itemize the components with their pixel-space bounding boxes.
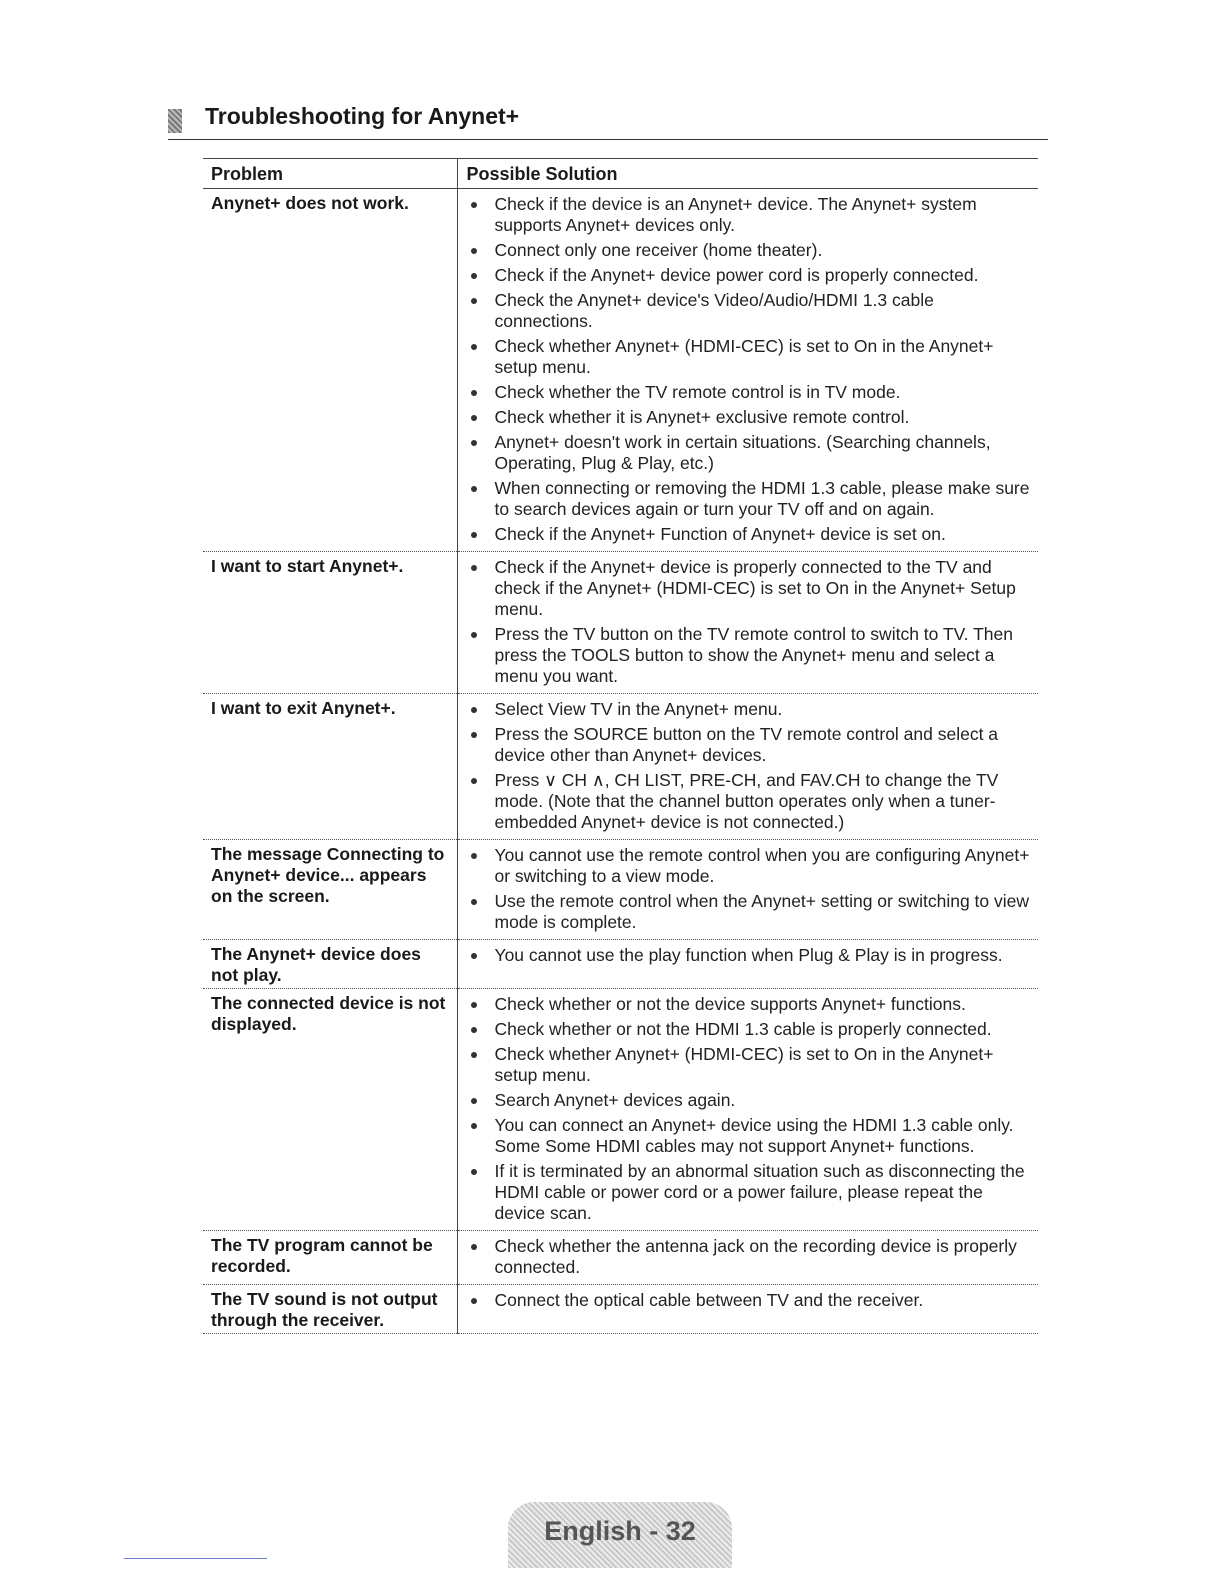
table-row xyxy=(203,1285,1038,1334)
solution-list xyxy=(465,1290,1035,1311)
solution-cell xyxy=(457,694,1038,840)
solution-item: Check whether the TV remote control is in TV mode. xyxy=(465,382,1035,403)
solution-item: Check if the Anynet+ device power cord is properly connected. xyxy=(465,265,1035,286)
solution-list xyxy=(465,945,1035,966)
solution-item: Check whether or not the HDMI 1.3 cable is properly connected. xyxy=(465,1019,1035,1040)
table-row xyxy=(203,694,1038,840)
problem-cell: Anynet+ does not work. xyxy=(203,189,457,552)
title-marker-icon xyxy=(168,109,182,133)
solution-item: Press the SOURCE button on the TV remote control and select a device other than Anynet+ devices. xyxy=(465,724,1035,766)
page-title: Troubleshooting for Anynet+ xyxy=(205,103,520,129)
page-number-badge xyxy=(508,1502,732,1568)
table-row xyxy=(203,552,1038,694)
table-header-row xyxy=(203,159,1038,189)
solution-item: Check whether or not the device supports Anynet+ functions. xyxy=(465,994,1035,1015)
solution-list xyxy=(465,699,1035,833)
column-header-solution: Possible Solution xyxy=(457,159,1038,189)
column-header-problem: Problem xyxy=(203,159,457,189)
page-number: English - 32 xyxy=(544,1516,696,1546)
solution-list xyxy=(465,994,1035,1224)
problem-cell: The TV program cannot be recorded. xyxy=(203,1231,457,1285)
table-row xyxy=(203,189,1038,552)
solution-item: Connect the optical cable between TV and the receiver. xyxy=(465,1290,1035,1311)
solution-cell xyxy=(457,1231,1038,1285)
solution-cell xyxy=(457,189,1038,552)
solution-list xyxy=(465,1236,1035,1278)
solution-item: You can connect an Anynet+ device using the HDMI 1.3 cable only. Some Some HDMI cables may not support Anynet+ functions. xyxy=(465,1115,1035,1157)
problem-cell: I want to exit Anynet+. xyxy=(203,694,457,840)
solution-list xyxy=(465,557,1035,687)
solution-item: Check whether the antenna jack on the recording device is properly connected. xyxy=(465,1236,1035,1278)
solution-item: Check the Anynet+ device's Video/Audio/HDMI 1.3 cable connections. xyxy=(465,290,1035,332)
problem-cell: I want to start Anynet+. xyxy=(203,552,457,694)
solution-cell xyxy=(457,552,1038,694)
table-row xyxy=(203,940,1038,989)
table-row xyxy=(203,1231,1038,1285)
solution-item: Press ∨ CH ∧, CH LIST, PRE-CH, and FAV.CH to change the TV mode. (Note that the channel button operates only when a tuner-embedded Anynet+ device is not connected.) xyxy=(465,770,1035,833)
solution-item: Check if the Anynet+ Function of Anynet+ device is set on. xyxy=(465,524,1035,545)
solution-item: Check whether Anynet+ (HDMI-CEC) is set to On in the Anynet+ setup menu. xyxy=(465,336,1035,378)
problem-cell: The message Connecting to Anynet+ device... appears on the screen. xyxy=(203,840,457,940)
solution-item: You cannot use the remote control when you are configuring Anynet+ or switching to a view mode. xyxy=(465,845,1035,887)
solution-item: Check if the Anynet+ device is properly connected to the TV and check if the Anynet+ (HDMI-CEC) is set to On in the Anynet+ Setup menu. xyxy=(465,557,1035,620)
solution-cell xyxy=(457,1285,1038,1334)
solution-item: Check whether Anynet+ (HDMI-CEC) is set to On in the Anynet+ setup menu. xyxy=(465,1044,1035,1086)
problem-cell: The Anynet+ device does not play. xyxy=(203,940,457,989)
solution-cell xyxy=(457,840,1038,940)
solution-cell xyxy=(457,989,1038,1231)
troubleshooting-table xyxy=(203,158,1038,1334)
solution-item: Select View TV in the Anynet+ menu. xyxy=(465,699,1035,720)
solution-item: Press the TV button on the TV remote control to switch to TV. Then press the TOOLS button to show the Anynet+ menu and select a menu you want. xyxy=(465,624,1035,687)
footer-divider xyxy=(124,1558,267,1559)
solution-list xyxy=(465,194,1035,545)
solution-item: Use the remote control when the Anynet+ setting or switching to view mode is complete. xyxy=(465,891,1035,933)
solution-item: If it is terminated by an abnormal situation such as disconnecting the HDMI cable or power cord or a power failure, please repeat the device scan. xyxy=(465,1161,1035,1224)
solution-item: Search Anynet+ devices again. xyxy=(465,1090,1035,1111)
solution-item: Check if the device is an Anynet+ device. The Anynet+ system supports Anynet+ devices only. xyxy=(465,194,1035,236)
table-row xyxy=(203,840,1038,940)
problem-cell: The connected device is not displayed. xyxy=(203,989,457,1231)
section-header xyxy=(168,105,1048,140)
solution-cell xyxy=(457,940,1038,989)
solution-list xyxy=(465,845,1035,933)
problem-cell: The TV sound is not output through the receiver. xyxy=(203,1285,457,1334)
solution-item: You cannot use the play function when Plug & Play is in progress. xyxy=(465,945,1035,966)
solution-item: When connecting or removing the HDMI 1.3 cable, please make sure to search devices again or turn your TV off and on again. xyxy=(465,478,1035,520)
table-row xyxy=(203,989,1038,1231)
solution-item: Connect only one receiver (home theater). xyxy=(465,240,1035,261)
solution-item: Anynet+ doesn't work in certain situations. (Searching channels, Operating, Plug & Play, etc.) xyxy=(465,432,1035,474)
solution-item: Check whether it is Anynet+ exclusive remote control. xyxy=(465,407,1035,428)
